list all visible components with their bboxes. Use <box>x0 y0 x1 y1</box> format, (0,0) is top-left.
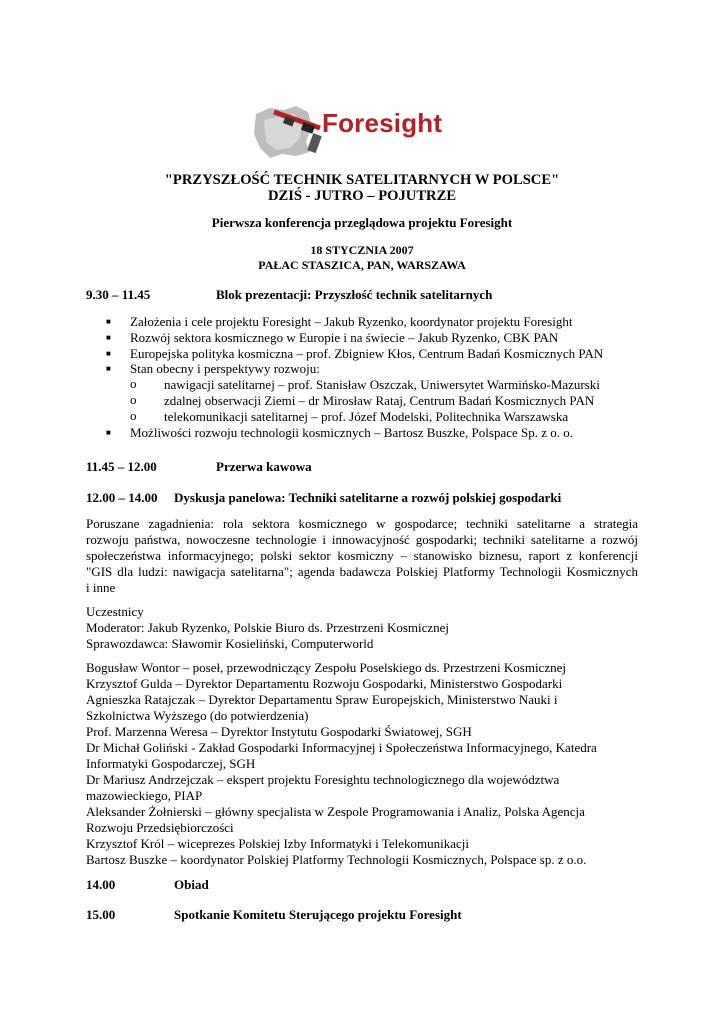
participant-line: Prof. Marzenna Weresa – Dyrektor Instytutu Gospodarki Światowej, SGH <box>86 724 472 739</box>
foresight-logo <box>250 98 470 164</box>
session1-title: Blok prezentacji: Przyszłość technik satelitarnych <box>216 287 493 302</box>
paragraph-line: społeczeństwa informacyjnego; polski sektor kosmiczny – stanowisko biznesu, raport z konferencji <box>86 548 638 563</box>
paragraph-line: rozwoju państwa, nowoczesne technologie i innowacyjność gospodarki; techniki satelitarne a rozwój <box>86 532 638 547</box>
session1-time: 9.30 – 11.45 <box>86 287 151 302</box>
participant-line: Rozwoju Przedsiębiorczości <box>86 820 234 835</box>
list-item: ■ Rozwój sektora kosmicznego w Europie i na świecie – Jakub Ryzenko, CBK PAN <box>106 330 646 346</box>
break-time: 11.45 – 12.00 <box>86 459 157 474</box>
sub-list-item: o zdalnej obserwacji Ziemi – dr Mirosław Rataj, Centrum Badań Kosmicznych PAN <box>106 393 646 409</box>
list-item: ■ Założenia i cele projektu Foresight – Jakub Ryzenko, koordynator projektu Foresight <box>106 314 646 330</box>
participants-header: Uczestnicy <box>86 604 144 619</box>
participant-line: Bartosz Buszke – koordynator Polskiej Platformy Technologii Kosmicznych, Polspace sp. z o.o. <box>86 852 587 867</box>
participant-line: Krzysztof Gulda – Dyrektor Departamentu Rozwoju Gospodarki, Ministerstwo Gospodarki <box>86 676 563 691</box>
lunch-time: 14.00 <box>86 877 116 892</box>
lunch-title: Obiad <box>174 877 209 892</box>
poland-map-satellite-icon <box>250 98 330 164</box>
conference-date: 18 STYCZNIA 2007 <box>310 243 414 257</box>
logo-text: Foresight <box>322 108 443 138</box>
paragraph-line: i inne <box>86 580 116 595</box>
page-title-line-1: "PRZYSZŁOŚĆ TECHNIK SATELITARNYCH W POLSCE" <box>164 172 560 188</box>
session1-list <box>106 314 646 440</box>
participant-line: Agnieszka Ratajczak – Dyrektor Departamentu Spraw Europejskich, Ministerstwo Nauki i <box>86 692 558 707</box>
sub-list-item: o nawigacji satelitarnej – prof. Stanisław Oszczak, Uniwersytet Warmińsko-Mazurski <box>106 377 646 393</box>
panel-time: 12.00 – 14.00 <box>86 490 158 505</box>
conference-place: PAŁAC STASZICA, PAN, WARSZAWA <box>258 258 466 272</box>
moderator: Moderator: Jakub Ryzenko, Polskie Biuro ds. Przestrzeni Kosmicznej <box>86 620 450 635</box>
page-title-line-2: DZIŚ - JUTRO – POJUTRZE <box>267 188 457 204</box>
committee-title: Spotkanie Komitetu Sterującego projektu Foresight <box>174 907 462 922</box>
participant-line: Aleksander Żołnierski – główny specjalista w Zespole Programowania i Analiz, Polska Agencja <box>86 804 585 819</box>
panel-title: Dyskusja panelowa: Techniki satelitarne a rozwój polskiej gospodarki <box>174 490 562 505</box>
sub-list-item: o telekomunikacji satelitarnej – prof. Józef Modelski, Politechnika Warszawska <box>106 409 646 425</box>
rapporteur: Sprawozdawca: Sławomir Kosieliński, Computerworld <box>86 636 374 651</box>
participant-line: Szkolnictwa Wyższego (do potwierdzenia) <box>86 708 309 723</box>
paragraph-line: "GIS dla ludzi: nawigacja satelitarna"; agenda badawcza Polskiej Platformy Technologii Kosmicznych <box>86 564 638 579</box>
conference-subtitle: Pierwsza konferencja przeglądowa projektu Foresight <box>211 215 513 230</box>
participants-list <box>86 660 638 868</box>
participant-line: Dr Michał Goliński - Zakład Gospodarki Informacyjnej i Społeczeństwa Informacyjnego, Katedra <box>86 740 597 755</box>
list-item: ■ Stan obecny i perspektywy rozwoju: <box>106 361 646 377</box>
break-title: Przerwa kawowa <box>216 459 312 474</box>
participant-line: Krzysztof Król – wiceprezes Polskiej Izby Informatyki i Telekomunikacji <box>86 836 469 851</box>
participant-line: Bogusław Wontor – poseł, przewodniczący Zespołu Poselskiego ds. Przestrzeni Kosmicznej <box>86 660 566 675</box>
participant-line: Dr Mariusz Andrzejczak – ekspert projektu Foresightu technologicznego dla województwa <box>86 772 560 787</box>
paragraph-line: Poruszane zagadnienia: rola sektora kosmicznego w gospodarce; techniki satelitarne a strategia <box>86 516 638 531</box>
participant-line: Informatyki Gospodarczej, SGH <box>86 756 256 771</box>
participant-line: mazowieckiego, PIAP <box>86 788 203 803</box>
list-item: ■ Możliwości rozwoju technologii kosmicznych – Bartosz Buszke, Polspace Sp. z o. o. <box>106 425 646 441</box>
list-item: ■ Europejska polityka kosmiczna – prof. Zbigniew Kłos, Centrum Badań Kosmicznych PAN <box>106 346 646 362</box>
panel-topics <box>86 516 638 596</box>
committee-time: 15.00 <box>86 907 116 922</box>
panel-roles <box>86 604 638 652</box>
